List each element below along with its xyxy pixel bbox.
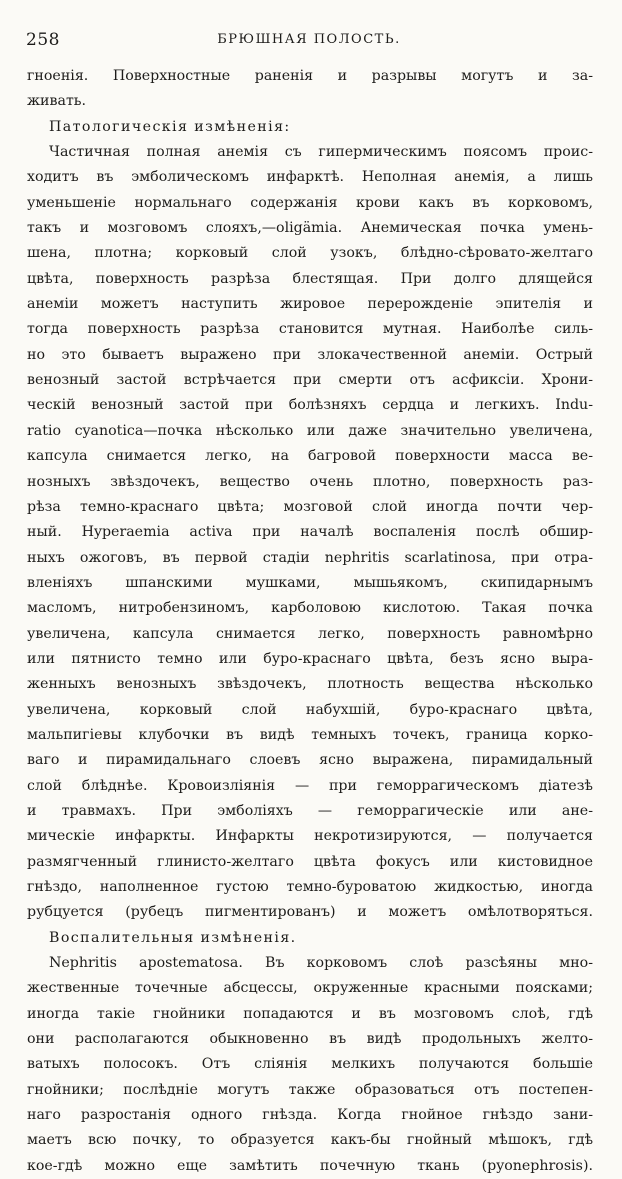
text-line: ческій венозный застой при болѣзняхъ сердца и легкихъ. Indu- (27, 397, 593, 414)
text-line: женныхъ венозныхъ звѣздочекъ, плотность вещества нѣсколько (27, 676, 593, 693)
text-line: ходитъ въ эмболическомъ инфарктѣ. Неполная анемія, а лишь (27, 169, 593, 186)
text-line: маетъ всю почку, то образуется какъ-бы гнойный мѣшокъ, гдѣ (27, 1132, 593, 1149)
page-number: 258 (26, 30, 60, 50)
text-line: увеличена, корковый слой набухшій, буро-краснаго цвѣта, (27, 701, 593, 718)
text-line: венозный застой встрѣчается при смерти отъ асфиксіи. Хрони- (27, 372, 593, 389)
text-line: тогда поверхность разрѣза становится мутная. Наиболѣе силь- (27, 321, 593, 338)
text-line: ватыхъ полосокъ. Отъ сліянія мелкихъ получаются большіе (27, 1056, 593, 1073)
text-line: Частичная полная анемія съ гипермическимъ поясомъ проис- (49, 144, 593, 161)
text-line: ваго и пирамидальнаго слоевъ ясно выражена, пирамидальный (27, 752, 593, 769)
text-line: вленіяхъ шпанскими мушками, мышьякомъ, скипидарнымъ (27, 574, 593, 591)
text-line: гноенія. Поверхностные раненія и разрывы могутъ и за- (27, 68, 593, 84)
page-header (26, 30, 592, 52)
text-line: нозныхъ звѣздочекъ, вещество очень плотно, поверхность раз- (27, 473, 593, 490)
text-line: или пятнисто темно или буро-краснаго цвѣта, безъ ясно выра- (27, 650, 593, 667)
text-line: живать. (27, 93, 87, 110)
text-line: увеличена, капсула снимается легко, поверхность равномѣрно (27, 625, 593, 642)
text-line: мальпигіевы клубочки въ видѣ темныхъ точекъ, граница корко- (27, 726, 593, 743)
text-line: слой блѣднѣе. Кровоизліянія — при геморрагическомъ діатезѣ (27, 777, 593, 794)
text-line: иногда такіе гнойники попадаются и въ мозговомъ слоѣ, гдѣ (27, 1005, 593, 1022)
text-line: масломъ, нитробензиномъ, карболовою кислотою. Такая почка (27, 600, 593, 617)
body-text (27, 64, 593, 1179)
text-line: капсула снимается легко, на багровой поверхности масса ве- (27, 448, 593, 465)
text-line: ratio cyanotica—почка нѣсколько или даже значительно увеличена, (27, 422, 593, 439)
text-line: но это бываетъ выражено при злокачественной анеміи. Острый (27, 346, 593, 363)
text-line: гнѣздо, наполненное густою темно-буроватою жидкостью, иногда (27, 879, 593, 895)
text-line: ныхъ ожоговъ, въ первой стадіи nephritis scarlatinosa, при отра- (27, 549, 593, 566)
text-line: Воспалительныя измѣненія. (49, 929, 297, 946)
text-line: кое-гдѣ можно еще замѣтить почечную ткань (pyonephrosis). (27, 1157, 593, 1174)
text-line: гнойники; послѣдніе могутъ также образоваться отъ постепен- (27, 1081, 593, 1098)
text-line: такъ и мозговомъ слояхъ,—oligämia. Анемическая почка умень- (27, 220, 593, 237)
text-line: рубцуется (рубецъ пигментированъ) и можетъ омѣлотворяться. (27, 904, 593, 921)
text-line: Nephritis apostematosa. Въ корковомъ слоѣ разсѣяны мно- (49, 955, 593, 972)
text-line: рѣза темно-краснаго цвѣта; мозговой слой иногда почти чер- (27, 498, 593, 515)
text-line: шена, плотна; корковый слой узокъ, блѣдно-сѣровато-желтаго (27, 245, 593, 262)
text-line: мическіе инфаркты. Инфаркты некротизируются, — получается (27, 828, 593, 845)
text-line: анеміи можетъ наступить жировое перерожденіе эпителія и (27, 296, 593, 313)
text-line: жественные точечные абсцессы, окруженные красными поясками; (27, 980, 593, 997)
text-line: уменьшеніе нормальнаго содержанія крови какъ въ корковомъ, (27, 194, 593, 211)
text-line: и травмахъ. При эмболіяхъ — геморрагическіе или ане- (27, 802, 593, 819)
text-line: ный. Hyperaemia activa при началѣ воспаленія послѣ обшир- (27, 524, 593, 541)
text-line: цвѣта, поверхность разрѣза блестящая. При долго длящейся (27, 270, 593, 287)
running-title: БРЮШНАЯ ПОЛОСТЬ. (217, 32, 401, 47)
text-line: размягченный глинисто-желтаго цвѣта фокусъ или кистовидное (27, 853, 593, 870)
text-line: наго разростанія одного гнѣзда. Когда гнойное гнѣздо зани- (27, 1107, 593, 1124)
text-line: они располагаются обыкновенно въ видѣ продольныхъ желто- (27, 1031, 593, 1048)
text-line: Патологическія измѣненія: (49, 118, 291, 135)
